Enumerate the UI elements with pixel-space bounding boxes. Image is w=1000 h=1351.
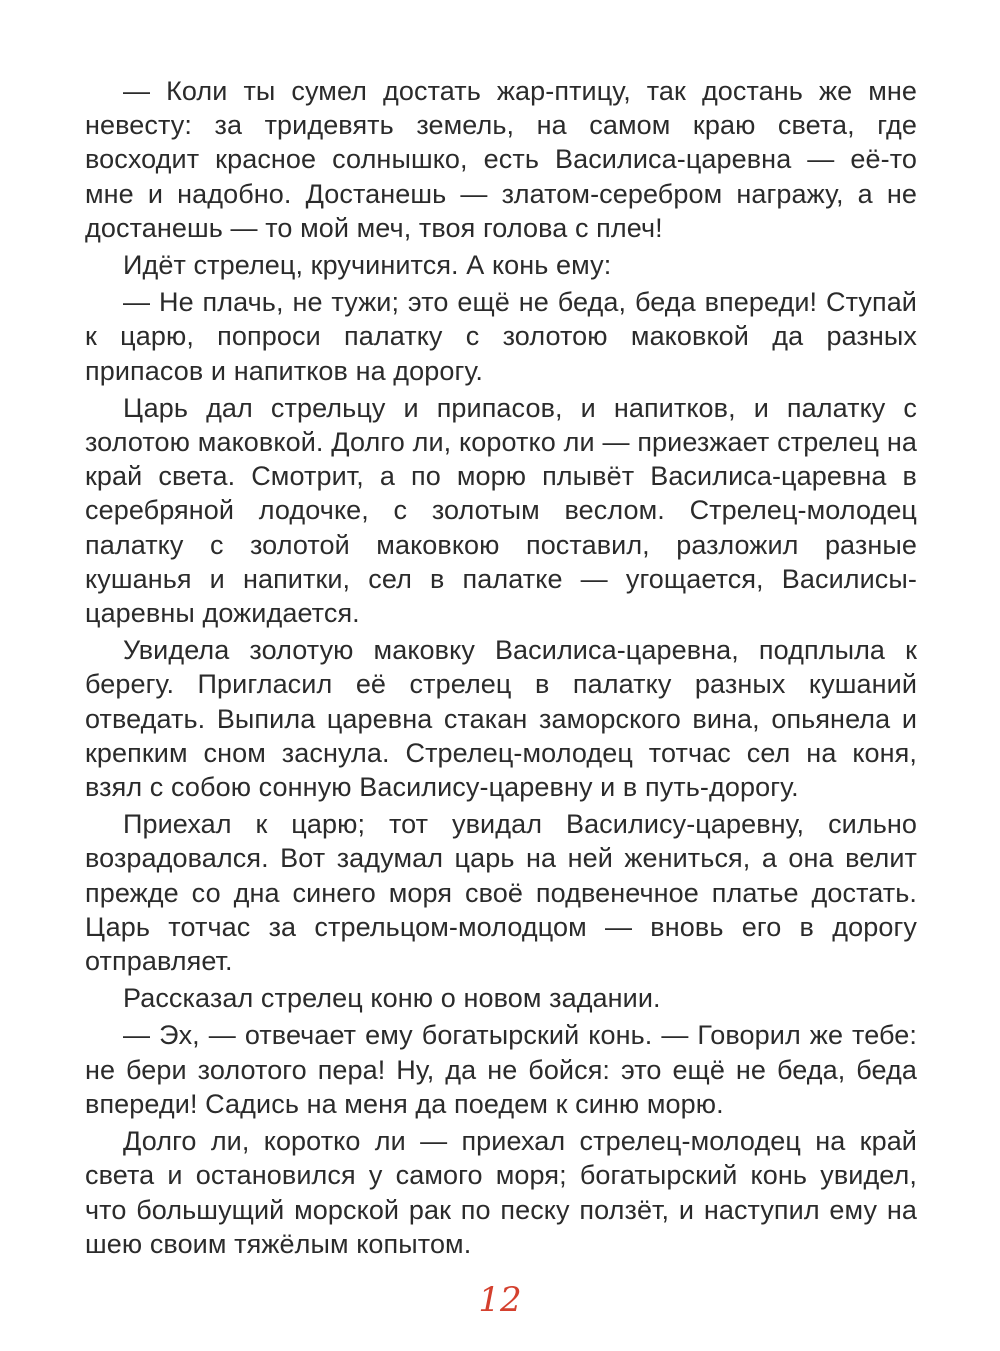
- paragraph: Рассказал стрелец коню о новом задании.: [123, 983, 661, 1014]
- page-number: 12: [478, 1280, 522, 1320]
- story-text: [85, 74, 917, 1261]
- paragraph: — Эх, — отвечает ему богатырский конь. — Говорил же тебе: не бери золотого пера! Ну, да не бойся: это ещё не беда, беда впереди! Садись на меня да поедем к синю морю.: [85, 1020, 917, 1119]
- paragraph: Приехал к царю; тот увидал Василису-царевну, сильно возрадовался. Вот задумал царь на ней жениться, а она велит прежде со дна синего моря своё подвенечное платье достать. Царь тотчас за стрельцом-молодцом — вновь его в дорогу отправляет.: [85, 809, 917, 977]
- paragraph: Долго ли, коротко ли — приехал стрелец-молодец на край света и остановился у самого моря; богатырский конь увидел, что большущий морской рак по песку ползёт, и наступил ему на шею своим тяжёлым копытом.: [85, 1126, 917, 1259]
- paragraph: Увидела золотую маковку Василиса-царевна, подплыла к берегу. Пригласил её стрелец в палатку разных кушаний отведать. Выпила царевна стакан заморского вина, опьянела и крепким сном заснула. Стрелец-молодец тотчас сел на коня, взял с собою сонную Василису-царевну и в путь-дорогу.: [85, 635, 917, 803]
- paragraph: — Не плачь, не тужи; это ещё не беда, беда впереди! Ступай к царю, попроси палатку с золотою маковкой да разных припасов и напитков на дорогу.: [85, 287, 917, 386]
- paragraph: Идёт стрелец, кручинится. А конь ему:: [123, 250, 612, 281]
- paragraph: Царь дал стрельцу и припасов, и напитков, и палатку с золотою маковкой. Долго ли, коротко ли — приезжает стрелец на край света. Смотрит, а по морю плывёт Василиса-царевна в серебряной лодочке, с золотым веслом. Стрелец-молодец палатку с золотой маковкою поставил, разложил разные кушанья и напитки, сел в палатке — угощается, Василисы-царевны дожидается.: [85, 392, 917, 629]
- paragraph: — Коли ты сумел достать жар-птицу, так достань же мне невесту: за тридевять земель, на самом краю света, где восходит красное солнышко, есть Василиса-царевна — её-то мне и надобно. Достанешь — златом-серебром награжу, а не достанешь — то мой меч, твоя голова с плеч!: [85, 76, 917, 243]
